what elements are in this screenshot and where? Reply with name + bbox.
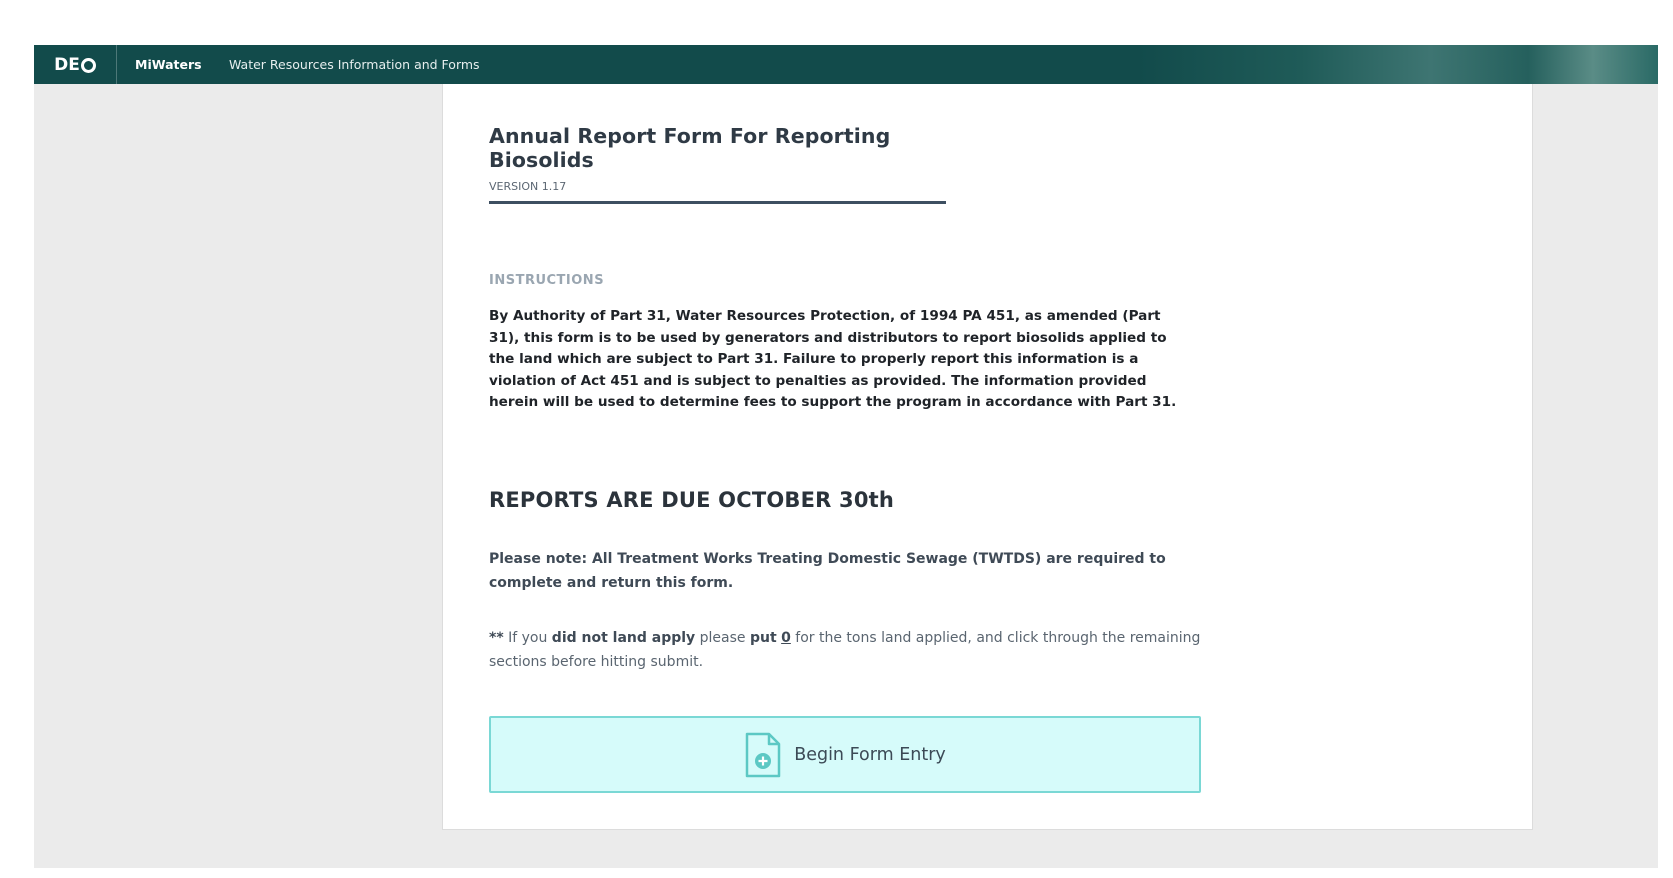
hint-text-3: for the tons land applied, and click through the remaining sections before hitting submit. xyxy=(489,630,1201,670)
hint-put: put xyxy=(749,630,777,646)
title-block xyxy=(489,124,946,204)
top-navigation-bar xyxy=(34,45,1658,84)
site-subtitle: Water Resources Information and Forms xyxy=(229,57,480,72)
due-date-heading: REPORTS ARE DUE OCTOBER 30th xyxy=(489,488,895,512)
instructions-label: INSTRUCTIONS xyxy=(489,273,605,288)
miwaters-brand-link[interactable]: MiWaters xyxy=(135,57,202,72)
hint-asterisks: ** xyxy=(489,630,504,646)
begin-form-entry-button[interactable] xyxy=(489,716,1201,793)
app-window xyxy=(34,45,1658,868)
hint-text-2: please xyxy=(695,630,750,646)
form-card xyxy=(442,84,1533,830)
hint-did-not-land-apply: did not land apply xyxy=(551,630,696,646)
hint-zero: 0 xyxy=(781,630,791,646)
twtds-note: Please note: All Treatment Works Treating Domestic Sewage (TWTDS) are required to complete and return this form. xyxy=(489,551,1166,591)
begin-form-entry-label: Begin Form Entry xyxy=(794,744,946,765)
hint-text-1: If you xyxy=(503,630,552,646)
zero-tons-hint xyxy=(489,626,1209,674)
version-label: VERSION 1.17 xyxy=(489,180,567,193)
instructions-text: By Authority of Part 31, Water Resources Protection, of 1994 PA 451, as amended (Part 31), this form is to be used by generators and distributors to report biosolids applied to the land which are subject to Part 31. Failure to properly report this information is a violation of Act 451 and is subject to penalties as provided. The information provided herein will be used to determine fees to support the program in accordance with Part 31. xyxy=(489,308,1177,410)
page-title: Annual Report Form For Reporting Biosolids xyxy=(489,124,891,172)
file-add-icon xyxy=(744,732,782,778)
deq-logo[interactable]: DE xyxy=(34,45,117,84)
